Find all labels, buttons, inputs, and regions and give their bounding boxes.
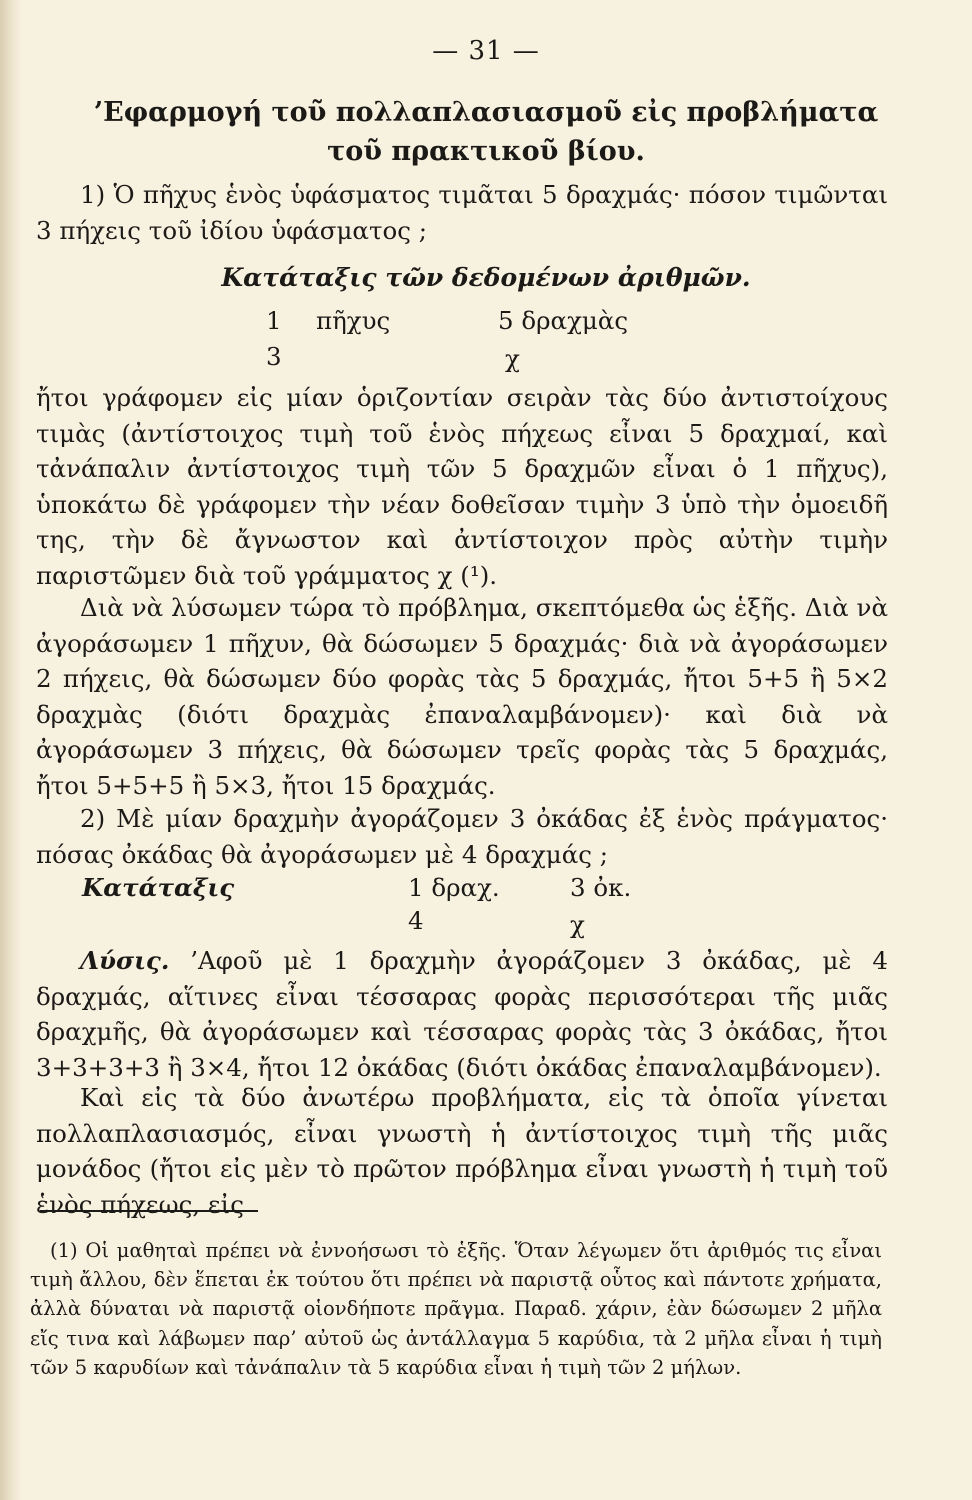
problem-2-statement <box>36 801 888 872</box>
problem-1-row-1-unit: πῆχυς <box>316 306 391 335</box>
footnote <box>30 1236 882 1382</box>
page-number: — 31 — <box>432 36 540 66</box>
problem-1-statement <box>36 177 888 248</box>
problem-2-solution-text: ’Αφοῦ μὲ 1 δραχμὴν ἀγοράζομεν 3 ὀκάδας, μὲ 4 δραχμάς, αἵτινες εἶναι τέσσαρας φορὰς περισσότεραι τῆς μιᾶς δραχμῆς, θὰ ἀγοράσωμεν καὶ τέσσαρας φορὰς τὰς 3 ὀκάδας, ἤτοι 3+3+3+3 ἢ 3×4, ἤτοι 12 ὀκάδας (διότι ὀκάδας ἐπαναλαμβάνομεν). <box>36 946 888 1082</box>
chapter-title-line-1: ’Εφαρμογή τοῦ πολλαπλασιασμοῦ εἰς προβλήματα <box>93 97 879 128</box>
problem-1-row-2-num: 3 <box>266 342 282 371</box>
problem-2-arrangement-label: Κατάταξις <box>82 873 235 902</box>
footnote-text: (1) Οἱ μαθηταὶ πρέπει νὰ ἐννοήσωσι τὸ ἑξῆς. Ὅταν λέγωμεν ὅτι ἀριθμός τις εἶναι τιμὴ ἄλλου, δὲν ἕπεται ἐκ τούτου ὅτι πρέπει νὰ παριστᾷ οὗτος καὶ πάντοτε χρήματα, ἀλλὰ δύναται νὰ παριστᾷ οἱονδήποτε πρᾶγμα. Παραδ. χάριν, ἐὰν δώσωμεν 2 μῆλα εἴς τινα καὶ λάβωμεν παρ’ αὐτοῦ ὡς ἀντάλλαγμα 5 καρύδια, τὰ 2 μῆλα εἶναι ἡ τιμὴ τῶν 5 καρυδίων καὶ τἀνάπαλιν τὰ 5 καρύδια εἶναι ἡ τιμὴ τῶν 2 μήλων. <box>30 1239 882 1379</box>
conclusion-text: Καὶ εἰς τὰ δύο ἀνωτέρω προβλήματα, εἰς τὰ ὁποῖα γίνεται πολλαπλασιασμός, εἶναι γνωστὴ ἡ ἀντίστοιχος τιμὴ τῆς μιᾶς μονάδος (ἤτοι εἰς μὲν τὸ πρῶτον πρόβλημα εἶναι γνωστὴ ἡ τιμὴ τοῦ ἑνὸς πήχεως, εἰς <box>36 1083 888 1219</box>
problem-1-row-1-num: 1 <box>266 306 282 335</box>
problem-1-row-1-value: 5 δραχμὰς <box>498 306 629 335</box>
problem-2-row-1-value: 3 ὀκ. <box>570 873 632 902</box>
problem-1-solution-text: Διὰ νὰ λύσωμεν τώρα τὸ πρόβλημα, σκεπτόμεθα ὡς ἑξῆς. Διὰ νὰ ἀγοράσωμεν 1 πῆχυν, θὰ δώσωμεν 5 δραχμάς· διὰ νὰ ἀγοράσωμεν 2 πήχεις, θὰ δώσωμεν δύο φορὰς τὰς 5 δραχμάς, ἤτοι 5+5 ἢ 5×2 δραχμὰς (διότι δραχμὰς ἐπαναλαμβάνομεν)· καὶ διὰ νὰ ἀγοράσωμεν 3 πήχεις, θὰ δώσωμεν τρεῖς φορὰς τὰς 5 δραχμάς, ἤτοι 5+5+5 ἢ 5×3, ἤτοι 15 δραχμάς. <box>36 593 888 800</box>
chapter-title-line-2: τοῦ πρακτικοῦ βίου. <box>327 136 645 167</box>
problem-1-text: 1) Ὁ πῆχυς ἑνὸς ὑφάσματος τιμᾶται 5 δραχμάς· πόσον τιμῶνται 3 πήχεις τοῦ ἰδίου ὑφάσματος ; <box>36 180 888 245</box>
problem-2-solution-label: Λύσις. <box>80 946 170 975</box>
problem-2-row-2-value: χ <box>570 910 585 939</box>
problem-1-row-2-value: χ <box>505 344 520 373</box>
problem-1-explanation: ἤτοι γράφομεν εἰς μίαν ὁριζοντίαν σειρὰν τὰς δύο ἀντιστοίχους τιμὰς (ἀντίστοιχος τιμὴ τοῦ ἑνὸς πήχεως εἶναι 5 δραχμαί, καὶ τἀνάπαλιν ἀντίστοιχος τιμὴ τῶν 5 δραχμῶν εἶναι ὁ 1 πῆχυς), ὑποκάτω δὲ γράφομεν τὴν νέαν δοθεῖσαν τιμὴν 3 ὑπὸ τὴν ὁμοειδῆ της, τὴν δὲ ἄγνωστον καὶ ἀντίστοιχον πρὸς αὐτὴν τιμὴν παριστῶμεν διὰ τοῦ γράμματος χ (¹). <box>36 383 888 590</box>
problem-2-solution <box>36 943 888 1085</box>
problem-2-row-2-num: 4 <box>408 906 424 935</box>
footnote-divider <box>40 1210 258 1212</box>
problem-2-text: 2) Μὲ μίαν δραχμὴν ἀγοράζομεν 3 ὀκάδας ἐξ ἑνὸς πράγματος· πόσας ὀκάδας θὰ ἀγοράσωμεν μὲ 4 δραχμάς ; <box>36 804 888 869</box>
problem-2-row-1-num: 1 δραχ. <box>408 873 500 902</box>
problem-1-solution <box>36 590 888 804</box>
page-binding-edge <box>0 0 22 1500</box>
problem-1-arrangement-heading: Κατάταξις τῶν δεδομένων ἀριθμῶν. <box>221 263 751 292</box>
conclusion-paragraph <box>36 1080 888 1222</box>
